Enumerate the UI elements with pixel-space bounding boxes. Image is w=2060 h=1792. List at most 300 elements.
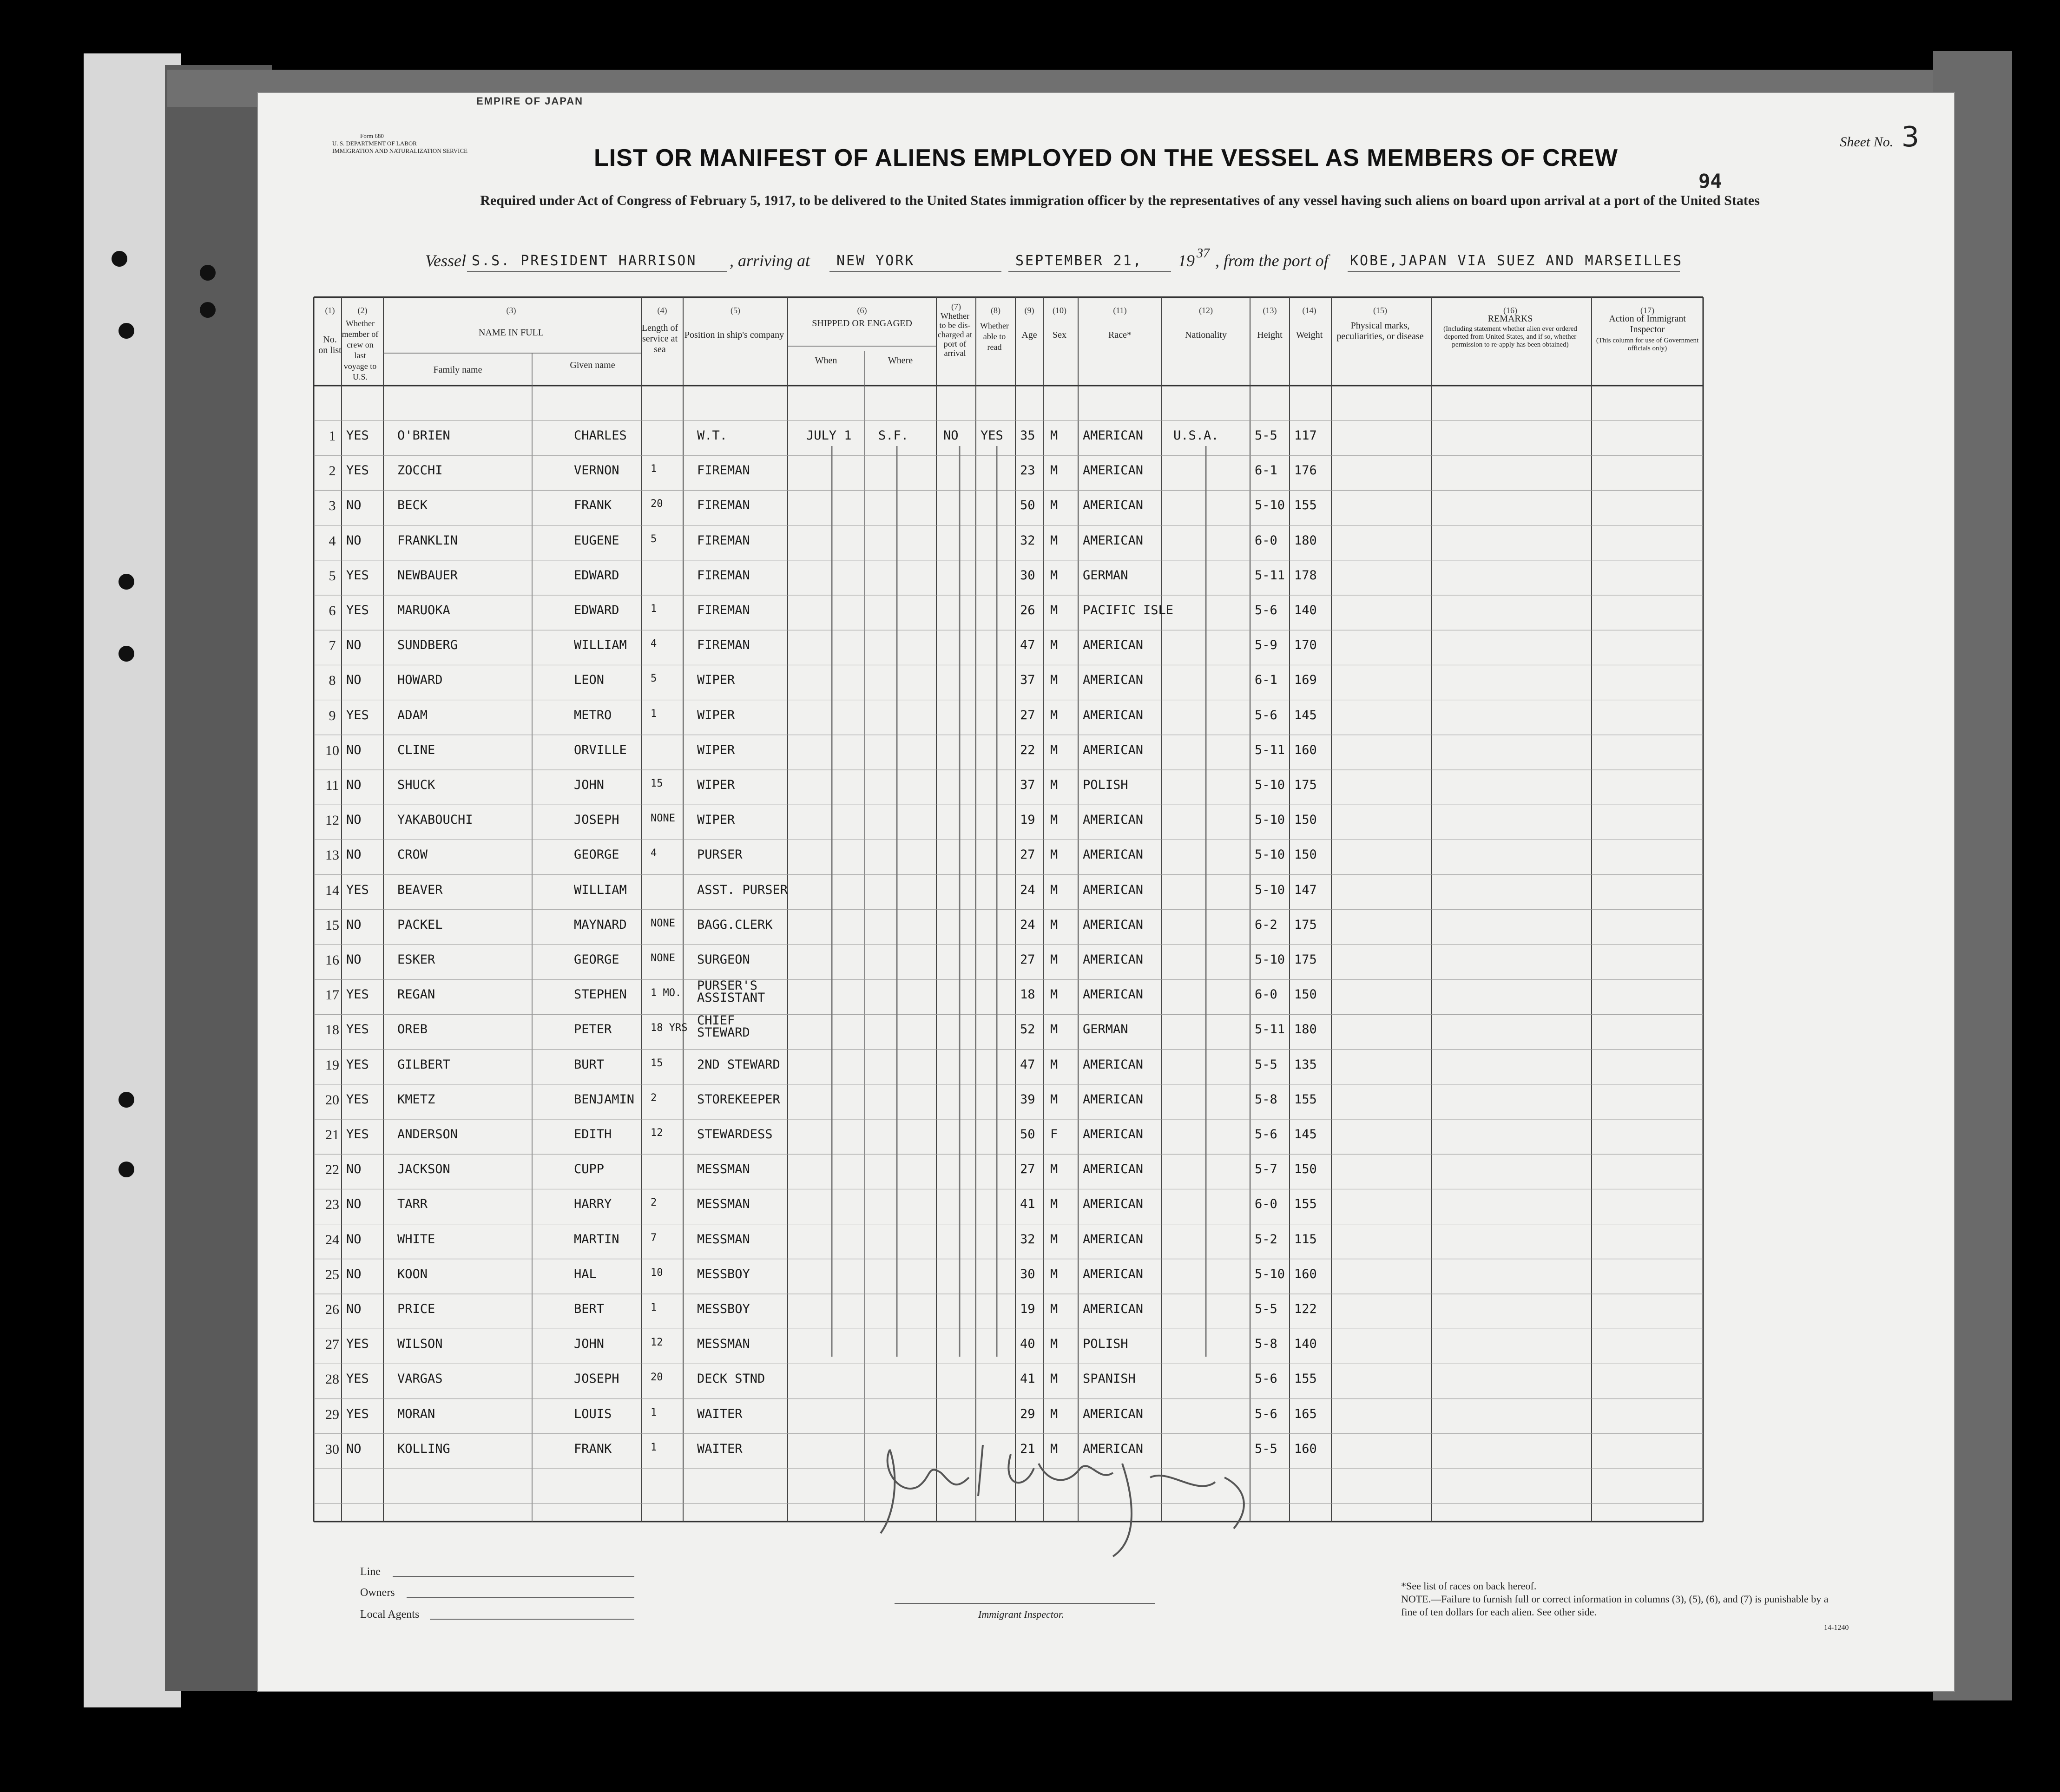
age-cell: 24 xyxy=(1020,882,1035,897)
position-cell: STOREKEEPER xyxy=(697,1092,780,1107)
position-cell: WAITER xyxy=(697,1406,743,1421)
given-name-cell: GEORGE xyxy=(574,847,619,862)
row-number: 25 xyxy=(325,1267,339,1282)
position-cell: ASST. PURSER xyxy=(697,882,788,897)
binder-hole xyxy=(118,1162,134,1177)
row-number: 17 xyxy=(325,987,339,1003)
prior-voyage-cell: YES xyxy=(346,428,369,443)
binder-hole xyxy=(118,323,134,339)
sex-cell: M xyxy=(1050,1197,1058,1212)
weight-cell: 150 xyxy=(1294,1162,1317,1177)
weight-cell: 180 xyxy=(1294,1022,1317,1037)
service-length-cell: 12 xyxy=(651,1337,663,1349)
col-number: (11) xyxy=(1113,306,1127,315)
age-cell: 40 xyxy=(1020,1337,1035,1352)
race-cell: AMERICAN xyxy=(1083,847,1144,862)
family-name-cell: PACKEL xyxy=(397,917,443,932)
family-name-cell: NEWBAUER xyxy=(397,568,458,583)
sex-cell: M xyxy=(1050,1162,1058,1177)
header-name-in-full: NAME IN FULL xyxy=(479,328,544,338)
binder-hole xyxy=(200,265,216,281)
prior-voyage-cell: YES xyxy=(346,1337,369,1352)
height-cell: 5-6 xyxy=(1255,708,1277,722)
position-cell: FIREMAN xyxy=(697,498,750,513)
weight-cell: 169 xyxy=(1294,673,1317,688)
weight-cell: 117 xyxy=(1294,428,1317,443)
service-length-cell: 2 xyxy=(651,1092,657,1104)
row-number: 15 xyxy=(325,917,339,933)
weight-cell: 140 xyxy=(1294,603,1317,617)
line-label: Line xyxy=(360,1566,381,1578)
race-cell: AMERICAN xyxy=(1083,1267,1144,1281)
sex-cell: M xyxy=(1050,463,1058,478)
department-name: U. S. DEPARTMENT OF LABOR xyxy=(332,140,417,147)
position-cell: WIPER xyxy=(697,708,735,722)
age-cell: 27 xyxy=(1020,1162,1035,1177)
given-name-cell: EDWARD xyxy=(574,603,619,617)
given-name-cell: ORVILLE xyxy=(574,742,627,757)
position-cell: WIPER xyxy=(697,813,735,827)
family-name-cell: TARR xyxy=(397,1197,428,1212)
sex-cell: M xyxy=(1050,428,1058,443)
race-cell: POLISH xyxy=(1083,778,1128,792)
prior-voyage-cell: NO xyxy=(346,952,362,967)
given-name-cell: CHARLES xyxy=(574,428,627,443)
header-position: Position in ship's company xyxy=(684,330,784,340)
position-cell: WIPER xyxy=(697,673,735,688)
position-cell: MESSBOY xyxy=(697,1302,750,1316)
form-code: 14-1240 xyxy=(1824,1624,1849,1632)
given-name-cell: BERT xyxy=(574,1302,605,1316)
col-number: (16) xyxy=(1503,306,1517,315)
row-number: 7 xyxy=(329,638,336,654)
prior-voyage-cell: YES xyxy=(346,708,369,722)
manifest-title: LIST OR MANIFEST OF ALIENS EMPLOYED ON THE VESSEL AS MEMBERS OF CREW xyxy=(594,144,1618,171)
position-cell: FIREMAN xyxy=(697,463,750,478)
sex-cell: M xyxy=(1050,1267,1058,1281)
binder-strip xyxy=(165,65,272,1691)
weight-cell: 175 xyxy=(1294,952,1317,967)
position-cell: MESSMAN xyxy=(697,1232,750,1247)
col-number: (3) xyxy=(506,306,516,315)
sex-cell: M xyxy=(1050,568,1058,583)
height-cell: 6-1 xyxy=(1255,463,1277,478)
height-cell: 6-1 xyxy=(1255,673,1277,688)
prior-voyage-cell: YES xyxy=(346,1022,369,1037)
given-name-cell: HARRY xyxy=(574,1197,612,1212)
row-number: 5 xyxy=(329,568,336,584)
year-prefix: 19 xyxy=(1178,251,1195,270)
row-number: 11 xyxy=(325,778,339,793)
race-cell: GERMAN xyxy=(1083,568,1128,583)
height-cell: 5-5 xyxy=(1255,428,1277,443)
header-family-name: Family name xyxy=(433,365,482,375)
race-cell: SPANISH xyxy=(1083,1372,1136,1386)
weight-cell: 180 xyxy=(1294,533,1317,548)
race-cell: PACIFIC ISLE xyxy=(1083,603,1174,617)
height-cell: 5-10 xyxy=(1255,1267,1285,1281)
service-length-cell: 1 xyxy=(651,1406,657,1418)
family-name-cell: BEAVER xyxy=(397,882,443,897)
arrival-date: SEPTEMBER 21, xyxy=(1015,253,1143,269)
binder-hole xyxy=(200,302,216,318)
col-number: (10) xyxy=(1053,306,1066,315)
position-cell: DECK STND xyxy=(697,1372,765,1386)
family-name-cell: ZOCCHI xyxy=(397,463,443,478)
sex-cell: M xyxy=(1050,603,1058,617)
family-name-cell: KOLLING xyxy=(397,1441,450,1456)
height-cell: 5-9 xyxy=(1255,638,1277,653)
family-name-cell: KMETZ xyxy=(397,1092,435,1107)
prior-voyage-cell: NO xyxy=(346,1197,362,1212)
race-cell: AMERICAN xyxy=(1083,638,1144,653)
age-cell: 27 xyxy=(1020,847,1035,862)
weight-cell: 122 xyxy=(1294,1302,1317,1316)
col-number: (4) xyxy=(657,306,667,315)
race-cell: AMERICAN xyxy=(1083,1127,1144,1142)
header-race: Race* xyxy=(1108,330,1132,340)
given-name-cell: MAYNARD xyxy=(574,917,627,932)
weight-cell: 178 xyxy=(1294,568,1317,583)
age-cell: 23 xyxy=(1020,463,1035,478)
row-number: 8 xyxy=(329,673,336,689)
family-name-cell: REGAN xyxy=(397,987,435,1002)
position-cell: WIPER xyxy=(697,778,735,792)
age-cell: 27 xyxy=(1020,708,1035,722)
height-cell: 5-6 xyxy=(1255,1372,1277,1386)
weight-cell: 176 xyxy=(1294,463,1317,478)
nationality-cell: U.S.A. xyxy=(1173,428,1219,443)
age-cell: 37 xyxy=(1020,778,1035,792)
row-number: 30 xyxy=(325,1441,339,1457)
race-cell: AMERICAN xyxy=(1083,463,1144,478)
family-name-cell: GILBERT xyxy=(397,1057,450,1072)
service-length-cell: 5 xyxy=(651,533,657,545)
row-number: 2 xyxy=(329,463,336,479)
position-cell: PURSER xyxy=(697,847,743,862)
header-remarks-note: (Including statement whether alien ever ordered deported from United States, and if so, whether permission to re-apply has been obtained) xyxy=(1443,325,1577,348)
race-cell: AMERICAN xyxy=(1083,1197,1144,1212)
race-cell: GERMAN xyxy=(1083,1022,1128,1037)
sex-cell: M xyxy=(1050,847,1058,862)
given-name-cell: JOSEPH xyxy=(574,813,619,827)
height-cell: 5-7 xyxy=(1255,1162,1277,1177)
height-cell: 5-10 xyxy=(1255,847,1285,862)
service-length-cell: 1 xyxy=(651,708,657,720)
form-number: Form 680 xyxy=(360,132,384,139)
sex-cell: M xyxy=(1050,638,1058,653)
header-height: Height xyxy=(1257,330,1283,340)
height-cell: 6-2 xyxy=(1255,917,1277,932)
position-cell: 2ND STEWARD xyxy=(697,1057,780,1072)
header-weight: Weight xyxy=(1296,330,1323,340)
sex-cell: M xyxy=(1050,1092,1058,1107)
age-cell: 30 xyxy=(1020,1267,1035,1281)
sex-cell: M xyxy=(1050,1057,1058,1072)
family-name-cell: HOWARD xyxy=(397,673,443,688)
binder-hole xyxy=(112,251,127,267)
height-cell: 5-5 xyxy=(1255,1057,1277,1072)
weight-cell: 145 xyxy=(1294,1127,1317,1142)
age-cell: 50 xyxy=(1020,498,1035,513)
race-cell: AMERICAN xyxy=(1083,1092,1144,1107)
age-cell: 19 xyxy=(1020,1302,1035,1316)
owners-label: Owners xyxy=(360,1587,395,1599)
age-cell: 32 xyxy=(1020,533,1035,548)
race-cell: AMERICAN xyxy=(1083,742,1144,757)
height-cell: 5-6 xyxy=(1255,1406,1277,1421)
family-name-cell: BECK xyxy=(397,498,428,513)
given-name-cell: EDITH xyxy=(574,1127,612,1142)
header-action-note: (This column for use of Government officials only) xyxy=(1596,337,1699,352)
binder-hole xyxy=(118,646,134,662)
sex-cell: M xyxy=(1050,1232,1058,1247)
given-name-cell: FRANK xyxy=(574,498,612,513)
position-cell: MESSMAN xyxy=(697,1197,750,1212)
prior-voyage-cell: NO xyxy=(346,1267,362,1281)
row-number: 13 xyxy=(325,847,339,863)
race-cell: AMERICAN xyxy=(1083,428,1144,443)
sex-cell: M xyxy=(1050,917,1058,932)
service-length-cell: 20 xyxy=(651,1372,663,1384)
row-number: 3 xyxy=(329,498,336,514)
col-number: (15) xyxy=(1373,306,1387,315)
given-name-cell: WILLIAM xyxy=(574,638,627,653)
family-name-cell: SUNDBERG xyxy=(397,638,458,653)
col-number: (8) xyxy=(991,306,1000,315)
age-cell: 47 xyxy=(1020,1057,1035,1072)
family-name-cell: OREB xyxy=(397,1022,428,1037)
family-name-cell: WILSON xyxy=(397,1337,443,1352)
agents-underline xyxy=(430,1619,634,1620)
row-number: 26 xyxy=(325,1302,339,1317)
prior-voyage-cell: NO xyxy=(346,1441,362,1456)
header-when: When xyxy=(815,355,837,366)
service-length-cell: 1 MO. xyxy=(651,987,682,999)
family-name-cell: WHITE xyxy=(397,1232,435,1247)
service-length-cell: 20 xyxy=(651,498,663,510)
age-cell: 50 xyxy=(1020,1127,1035,1142)
position-cell: FIREMAN xyxy=(697,638,750,653)
header-member-last-voyage: Whether member of crew on last voyage to U.S. xyxy=(342,319,379,381)
age-cell: 37 xyxy=(1020,673,1035,688)
sex-cell: M xyxy=(1050,813,1058,827)
sex-cell: M xyxy=(1050,1337,1058,1352)
row-number: 16 xyxy=(325,952,339,968)
service-length-cell: 2 xyxy=(651,1197,657,1209)
height-cell: 6-0 xyxy=(1255,533,1277,548)
races-note: *See list of races on back hereof. xyxy=(1401,1580,1537,1592)
age-cell: 47 xyxy=(1020,638,1035,653)
race-cell: AMERICAN xyxy=(1083,673,1144,688)
height-cell: 5-8 xyxy=(1255,1092,1277,1107)
race-cell: AMERICAN xyxy=(1083,813,1144,827)
given-name-cell: HAL xyxy=(574,1267,597,1281)
position-cell: WAITER xyxy=(697,1441,743,1456)
able-to-read-cell: YES xyxy=(981,428,1003,443)
height-cell: 5-10 xyxy=(1255,498,1285,513)
height-cell: 5-6 xyxy=(1255,1127,1277,1142)
height-cell: 5-2 xyxy=(1255,1232,1277,1247)
top-stamp: EMPIRE OF JAPAN xyxy=(476,95,584,107)
service-length-cell: NONE xyxy=(651,952,675,964)
race-cell: AMERICAN xyxy=(1083,708,1144,722)
prior-voyage-cell: YES xyxy=(346,1372,369,1386)
weight-cell: 150 xyxy=(1294,847,1317,862)
position-cell: MESSMAN xyxy=(697,1162,750,1177)
inspector-signature xyxy=(871,1422,1290,1561)
header-shipped-engaged: SHIPPED OR ENGAGED xyxy=(812,318,912,328)
sex-cell: M xyxy=(1050,952,1058,967)
race-cell: POLISH xyxy=(1083,1337,1128,1352)
prior-voyage-cell: YES xyxy=(346,987,369,1002)
weight-cell: 160 xyxy=(1294,1267,1317,1281)
local-agents-label: Local Agents xyxy=(360,1608,420,1621)
given-name-cell: MARTIN xyxy=(574,1232,619,1247)
from-label: , from the port of xyxy=(1215,251,1329,270)
race-cell: AMERICAN xyxy=(1083,1406,1144,1421)
weight-cell: 147 xyxy=(1294,882,1317,897)
position-cell: FIREMAN xyxy=(697,568,750,583)
inspector-underline xyxy=(895,1603,1155,1604)
weight-cell: 175 xyxy=(1294,917,1317,932)
row-number: 21 xyxy=(325,1127,339,1142)
row-number: 20 xyxy=(325,1092,339,1108)
col-number: (7) xyxy=(951,302,961,311)
manifest-page xyxy=(258,93,1954,1691)
prior-voyage-cell: NO xyxy=(346,1232,362,1247)
race-cell: AMERICAN xyxy=(1083,1441,1144,1456)
race-cell: AMERICAN xyxy=(1083,1302,1144,1316)
year-suffix: 37 xyxy=(1197,246,1210,261)
row-number: 10 xyxy=(325,742,339,758)
weight-cell: 155 xyxy=(1294,498,1317,513)
shipped-where-cell: S.F. xyxy=(878,428,909,443)
shipped-when-cell: JULY 1 xyxy=(806,428,852,443)
age-cell: 41 xyxy=(1020,1197,1035,1212)
height-cell: 5-10 xyxy=(1255,778,1285,792)
header-length-of-service: Length of service at sea xyxy=(641,323,678,354)
prior-voyage-cell: NO xyxy=(346,638,362,653)
prior-voyage-cell: YES xyxy=(346,603,369,617)
binder-hole xyxy=(118,574,134,590)
col-number: (17) xyxy=(1640,306,1654,315)
weight-cell: 160 xyxy=(1294,1441,1317,1456)
family-name-cell: ESKER xyxy=(397,952,435,967)
given-name-cell: LOUIS xyxy=(574,1406,612,1421)
position-cell: MESSBOY xyxy=(697,1267,750,1281)
sex-cell: M xyxy=(1050,498,1058,513)
height-cell: 5-10 xyxy=(1255,952,1285,967)
given-name-cell: BENJAMIN xyxy=(574,1092,635,1107)
vessel-name: S.S. PRESIDENT HARRISON xyxy=(472,253,697,269)
age-cell: 21 xyxy=(1020,1441,1035,1456)
prior-voyage-cell: NO xyxy=(346,742,362,757)
family-name-cell: ANDERSON xyxy=(397,1127,458,1142)
given-name-cell: JOHN xyxy=(574,778,605,792)
family-name-cell: O'BRIEN xyxy=(397,428,450,443)
header-where: Where xyxy=(888,355,913,366)
row-number: 12 xyxy=(325,813,339,828)
row-number: 23 xyxy=(325,1197,339,1213)
age-cell: 22 xyxy=(1020,742,1035,757)
prior-voyage-cell: NO xyxy=(346,1162,362,1177)
position-cell: MESSMAN xyxy=(697,1337,750,1352)
prior-voyage-cell: NO xyxy=(346,498,362,513)
prior-voyage-cell: NO xyxy=(346,847,362,862)
sex-cell: M xyxy=(1050,1372,1058,1386)
sex-cell: M xyxy=(1050,708,1058,722)
prior-voyage-cell: YES xyxy=(346,463,369,478)
height-cell: 5-11 xyxy=(1255,568,1285,583)
service-length-cell: 15 xyxy=(651,1057,663,1069)
weight-cell: 165 xyxy=(1294,1406,1317,1421)
position-cell: BAGG.CLERK xyxy=(697,917,773,932)
height-cell: 5-11 xyxy=(1255,742,1285,757)
header-sex: Sex xyxy=(1053,330,1066,340)
weight-cell: 155 xyxy=(1294,1092,1317,1107)
given-name-cell: JOHN xyxy=(574,1337,605,1352)
col-number: (14) xyxy=(1302,306,1316,315)
prior-voyage-cell: YES xyxy=(346,1057,369,1072)
given-name-cell: STEPHEN xyxy=(574,987,627,1002)
prior-voyage-cell: YES xyxy=(346,882,369,897)
col-number: (5) xyxy=(731,306,740,315)
row-number: 27 xyxy=(325,1337,339,1352)
age-cell: 32 xyxy=(1020,1232,1035,1247)
age-cell: 52 xyxy=(1020,1022,1035,1037)
family-name-cell: CROW xyxy=(397,847,428,862)
weight-cell: 150 xyxy=(1294,813,1317,827)
race-cell: AMERICAN xyxy=(1083,952,1144,967)
service-length-cell: 18 YRS xyxy=(651,1022,688,1034)
header-physical-marks: Physical marks, peculiarities, or disease xyxy=(1336,321,1424,341)
given-name-cell: WILLIAM xyxy=(574,882,627,897)
weight-cell: 160 xyxy=(1294,742,1317,757)
race-cell: AMERICAN xyxy=(1083,1057,1144,1072)
family-name-cell: CLINE xyxy=(397,742,435,757)
age-cell: 41 xyxy=(1020,1372,1035,1386)
sex-cell: M xyxy=(1050,673,1058,688)
sheet-label: Sheet No. xyxy=(1840,134,1894,150)
service-length-cell: 4 xyxy=(651,638,657,650)
height-cell: 5-10 xyxy=(1255,882,1285,897)
service-length-cell: 4 xyxy=(651,847,657,860)
service-length-cell: NONE xyxy=(651,813,675,825)
prior-voyage-cell: YES xyxy=(346,1127,369,1142)
service-length-cell: 1 xyxy=(651,463,657,475)
service-length-cell: 12 xyxy=(651,1127,663,1139)
height-cell: 5-10 xyxy=(1255,813,1285,827)
row-number: 6 xyxy=(329,603,336,618)
prior-voyage-cell: YES xyxy=(346,568,369,583)
given-name-cell: JOSEPH xyxy=(574,1372,619,1386)
service-length-cell: 5 xyxy=(651,673,657,685)
height-cell: 5-5 xyxy=(1255,1441,1277,1456)
service-length-cell: 1 xyxy=(651,603,657,615)
prior-voyage-cell: NO xyxy=(346,778,362,792)
age-cell: 35 xyxy=(1020,428,1035,443)
manifest-subtitle: Required under Act of Congress of February 5, 1917, to be delivered to the United States immigration officer by the representatives of any vessel having such aliens on board upon arrival at a port of the United States xyxy=(480,193,1760,208)
sex-cell: M xyxy=(1050,1441,1058,1456)
sex-cell: M xyxy=(1050,987,1058,1002)
sex-cell: M xyxy=(1050,1302,1058,1316)
arriving-port: NEW YORK xyxy=(836,253,915,269)
service-length-cell: 1 xyxy=(651,1302,657,1313)
row-number: 9 xyxy=(329,708,336,723)
sex-cell: M xyxy=(1050,1406,1058,1421)
row-number: 22 xyxy=(325,1162,339,1178)
